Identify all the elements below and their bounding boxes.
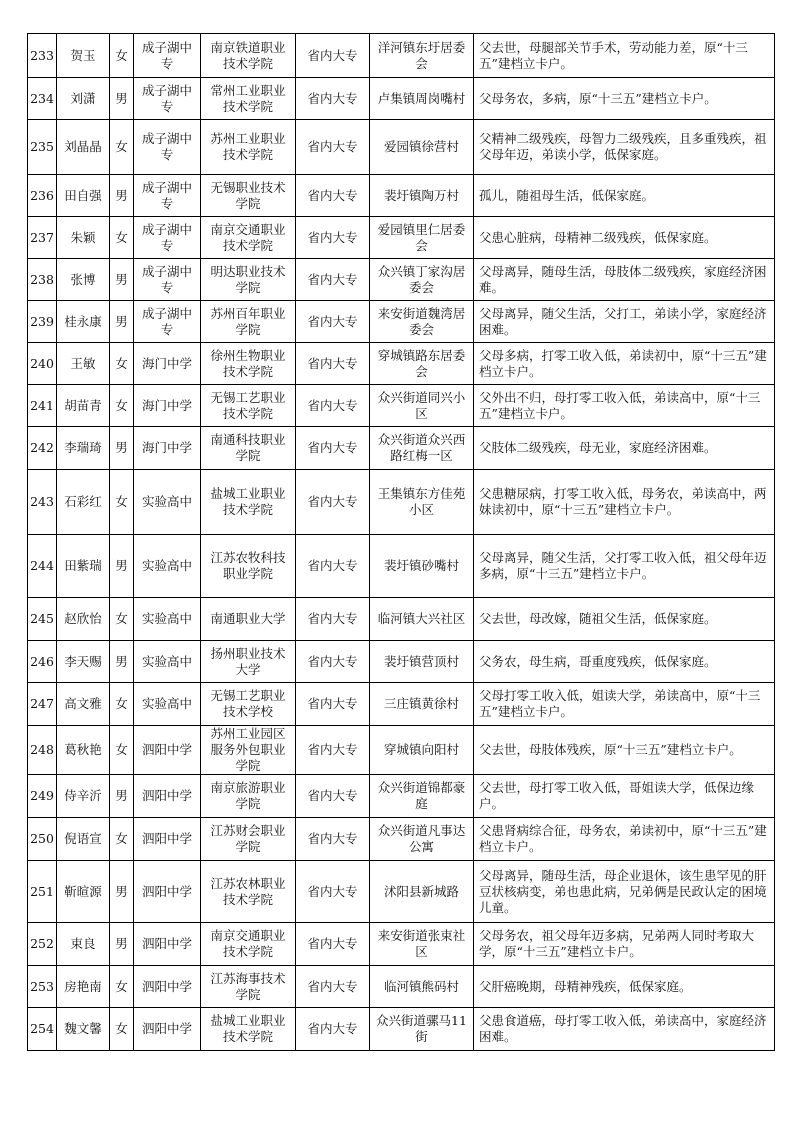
high-school-cell: 成子湖中专 xyxy=(134,301,201,343)
high-school-cell: 泗阳中学 xyxy=(134,1008,201,1051)
student-name-cell: 束良 xyxy=(57,923,110,966)
college-type-cell: 省内大专 xyxy=(296,301,370,343)
student-sex-cell: 女 xyxy=(110,34,134,78)
high-school-cell: 实验高中 xyxy=(134,470,201,535)
student-sex-cell: 女 xyxy=(110,598,134,641)
table-row xyxy=(28,775,775,818)
student-name-cell: 张博 xyxy=(57,259,110,301)
admitted-college-cell: 徐州生物职业技术学院 xyxy=(201,343,296,385)
admitted-college-cell: 盐城工业职业技术学院 xyxy=(201,470,296,535)
admitted-college-cell: 扬州职业技术大学 xyxy=(201,641,296,683)
student-name-cell: 倪语宣 xyxy=(57,818,110,861)
admitted-college-cell: 南京交通职业技术学院 xyxy=(201,217,296,259)
admitted-college-cell: 盐城工业职业技术学院 xyxy=(201,1008,296,1051)
row-number-cell: 253 xyxy=(28,966,57,1008)
table-row xyxy=(28,726,775,775)
college-type-cell: 省内大专 xyxy=(296,535,370,598)
home-address-cell: 爱园镇里仁居委会 xyxy=(370,217,474,259)
student-name-cell: 朱颖 xyxy=(57,217,110,259)
student-name-cell: 李瑞琦 xyxy=(57,427,110,470)
college-type-cell: 省内大专 xyxy=(296,259,370,301)
high-school-cell: 实验高中 xyxy=(134,598,201,641)
table-row xyxy=(28,598,775,641)
admitted-college-cell: 明达职业技术学院 xyxy=(201,259,296,301)
student-name-cell: 赵欣怡 xyxy=(57,598,110,641)
home-address-cell: 三庄镇黄徐村 xyxy=(370,683,474,726)
home-address-cell: 王集镇东方佳苑小区 xyxy=(370,470,474,535)
college-type-cell: 省内大专 xyxy=(296,78,370,120)
table-row xyxy=(28,301,775,343)
row-number-cell: 249 xyxy=(28,775,57,818)
high-school-cell: 泗阳中学 xyxy=(134,818,201,861)
student-sex-cell: 女 xyxy=(110,120,134,175)
home-address-cell: 裴圩镇营顶村 xyxy=(370,641,474,683)
family-situation-cell: 父母务农，祖父母年迈多病，兄弟两人同时考取大学，原“十三五”建档立卡户。 xyxy=(474,923,775,966)
student-sex-cell: 女 xyxy=(110,385,134,427)
admitted-college-cell: 无锡工艺职业技术学院 xyxy=(201,385,296,427)
high-school-cell: 泗阳中学 xyxy=(134,775,201,818)
family-situation-cell: 父母离异，随父生活，父打工，弟读小学，家庭经济困难。 xyxy=(474,301,775,343)
student-sex-cell: 男 xyxy=(110,259,134,301)
table-row xyxy=(28,966,775,1008)
table-row xyxy=(28,641,775,683)
row-number-cell: 240 xyxy=(28,343,57,385)
table-row xyxy=(28,683,775,726)
table-row xyxy=(28,343,775,385)
student-name-cell: 王敏 xyxy=(57,343,110,385)
student-name-cell: 石彩红 xyxy=(57,470,110,535)
family-situation-cell: 父患肾病综合征，母务农，弟读初中，原“十三五”建档立卡户。 xyxy=(474,818,775,861)
admitted-college-cell: 苏州工业职业技术学院 xyxy=(201,120,296,175)
student-name-cell: 田自强 xyxy=(57,175,110,217)
student-sex-cell: 女 xyxy=(110,966,134,1008)
college-type-cell: 省内大专 xyxy=(296,683,370,726)
table-row xyxy=(28,259,775,301)
college-type-cell: 省内大专 xyxy=(296,343,370,385)
home-address-cell: 卢集镇周岗嘴村 xyxy=(370,78,474,120)
student-sex-cell: 女 xyxy=(110,470,134,535)
family-situation-cell: 孤儿，随祖母生活，低保家庭。 xyxy=(474,175,775,217)
admitted-college-cell: 江苏海事技术学院 xyxy=(201,966,296,1008)
family-situation-cell: 父母离异，随母生活，母企业退休，该生患罕见的肝豆状核病变，弟也患此病，兄弟俩是民政认定的困境儿童。 xyxy=(474,861,775,923)
admitted-college-cell: 南京交通职业技术学院 xyxy=(201,923,296,966)
family-situation-cell: 父精神二级残疾，母智力二级残疾，且多重残疾，祖父母年迈，弟读小学，低保家庭。 xyxy=(474,120,775,175)
student-name-cell: 李天赐 xyxy=(57,641,110,683)
admitted-college-cell: 无锡职业技术学院 xyxy=(201,175,296,217)
student-sex-cell: 女 xyxy=(110,343,134,385)
home-address-cell: 临河镇大兴社区 xyxy=(370,598,474,641)
high-school-cell: 成子湖中专 xyxy=(134,34,201,78)
student-sex-cell: 男 xyxy=(110,923,134,966)
high-school-cell: 海门中学 xyxy=(134,385,201,427)
row-number-cell: 252 xyxy=(28,923,57,966)
high-school-cell: 实验高中 xyxy=(134,535,201,598)
row-number-cell: 242 xyxy=(28,427,57,470)
home-address-cell: 穿城镇路东居委会 xyxy=(370,343,474,385)
college-type-cell: 省内大专 xyxy=(296,1008,370,1051)
college-type-cell: 省内大专 xyxy=(296,427,370,470)
family-situation-cell: 父患糖尿病，打零工收入低，母务农，弟读高中，两妹读初中，原“十三五”建档立卡户。 xyxy=(474,470,775,535)
admitted-college-cell: 无锡工艺职业技术学校 xyxy=(201,683,296,726)
student-name-cell: 刘晶晶 xyxy=(57,120,110,175)
family-situation-cell: 父去世，母打零工收入低，哥姐读大学，低保边缘户。 xyxy=(474,775,775,818)
family-situation-cell: 父母务农，多病，原“十三五”建档立卡户。 xyxy=(474,78,775,120)
high-school-cell: 成子湖中专 xyxy=(134,259,201,301)
row-number-cell: 250 xyxy=(28,818,57,861)
family-situation-cell: 父去世，母腿部关节手术，劳动能力差，原“十三五”建档立卡户。 xyxy=(474,34,775,78)
student-name-cell: 靳暄源 xyxy=(57,861,110,923)
student-name-cell: 桂永康 xyxy=(57,301,110,343)
student-name-cell: 高文雅 xyxy=(57,683,110,726)
student-sex-cell: 女 xyxy=(110,1008,134,1051)
home-address-cell: 来安街道魏湾居委会 xyxy=(370,301,474,343)
college-type-cell: 省内大专 xyxy=(296,641,370,683)
family-situation-cell: 父去世，母改嫁，随祖父生活，低保家庭。 xyxy=(474,598,775,641)
student-sex-cell: 男 xyxy=(110,535,134,598)
table-row xyxy=(28,923,775,966)
high-school-cell: 海门中学 xyxy=(134,343,201,385)
college-type-cell: 省内大专 xyxy=(296,385,370,427)
family-situation-cell: 父母打零工收入低，姐读大学，弟读高中，原“十三五”建档立卡户。 xyxy=(474,683,775,726)
student-name-cell: 房艳南 xyxy=(57,966,110,1008)
home-address-cell: 爱园镇徐营村 xyxy=(370,120,474,175)
student-name-cell: 贺玉 xyxy=(57,34,110,78)
high-school-cell: 实验高中 xyxy=(134,641,201,683)
student-sex-cell: 男 xyxy=(110,78,134,120)
table-body xyxy=(28,34,775,1051)
home-address-cell: 沭阳县新城路 xyxy=(370,861,474,923)
table-row xyxy=(28,120,775,175)
home-address-cell: 临河镇熊码村 xyxy=(370,966,474,1008)
family-situation-cell: 父肝癌晚期，母精神残疾，低保家庭。 xyxy=(474,966,775,1008)
student-sex-cell: 男 xyxy=(110,301,134,343)
table-row xyxy=(28,861,775,923)
table-row xyxy=(28,1008,775,1051)
table-row xyxy=(28,78,775,120)
student-sex-cell: 男 xyxy=(110,641,134,683)
student-sex-cell: 男 xyxy=(110,427,134,470)
row-number-cell: 243 xyxy=(28,470,57,535)
admitted-college-cell: 南京铁道职业技术学院 xyxy=(201,34,296,78)
high-school-cell: 泗阳中学 xyxy=(134,923,201,966)
high-school-cell: 成子湖中专 xyxy=(134,175,201,217)
student-sex-cell: 女 xyxy=(110,726,134,775)
student-sex-cell: 男 xyxy=(110,175,134,217)
high-school-cell: 泗阳中学 xyxy=(134,966,201,1008)
row-number-cell: 239 xyxy=(28,301,57,343)
table-row xyxy=(28,175,775,217)
family-situation-cell: 父务农，母生病，哥重度残疾，低保家庭。 xyxy=(474,641,775,683)
admitted-college-cell: 常州工业职业技术学院 xyxy=(201,78,296,120)
student-name-cell: 葛秋艳 xyxy=(57,726,110,775)
table-row xyxy=(28,818,775,861)
college-type-cell: 省内大专 xyxy=(296,120,370,175)
admitted-college-cell: 南通职业大学 xyxy=(201,598,296,641)
student-sex-cell: 男 xyxy=(110,861,134,923)
college-type-cell: 省内大专 xyxy=(296,923,370,966)
student-name-cell: 胡苗青 xyxy=(57,385,110,427)
row-number-cell: 251 xyxy=(28,861,57,923)
student-name-cell: 侍辛沂 xyxy=(57,775,110,818)
row-number-cell: 246 xyxy=(28,641,57,683)
family-situation-cell: 父患食道癌，母打零工收入低，弟读高中，家庭经济困难。 xyxy=(474,1008,775,1051)
row-number-cell: 238 xyxy=(28,259,57,301)
college-type-cell: 省内大专 xyxy=(296,726,370,775)
college-type-cell: 省内大专 xyxy=(296,470,370,535)
row-number-cell: 237 xyxy=(28,217,57,259)
home-address-cell: 来安街道张束社区 xyxy=(370,923,474,966)
student-name-cell: 魏文馨 xyxy=(57,1008,110,1051)
admitted-college-cell: 南通科技职业学院 xyxy=(201,427,296,470)
home-address-cell: 众兴街道骡马11 街 xyxy=(370,1008,474,1051)
family-situation-cell: 父患心脏病，母精神二级残疾，低保家庭。 xyxy=(474,217,775,259)
row-number-cell: 254 xyxy=(28,1008,57,1051)
row-number-cell: 244 xyxy=(28,535,57,598)
student-sex-cell: 女 xyxy=(110,683,134,726)
family-situation-cell: 父去世，母肢体残疾，原“十三五”建档立卡户。 xyxy=(474,726,775,775)
admitted-college-cell: 苏州工业园区服务外包职业学院 xyxy=(201,726,296,775)
admitted-college-cell: 苏州百年职业学院 xyxy=(201,301,296,343)
college-type-cell: 省内大专 xyxy=(296,598,370,641)
home-address-cell: 众兴镇丁家沟居委会 xyxy=(370,259,474,301)
family-situation-cell: 父外出不归，母打零工收入低，弟读高中，原“十三五”建档立卡户。 xyxy=(474,385,775,427)
table-row xyxy=(28,385,775,427)
row-number-cell: 247 xyxy=(28,683,57,726)
admitted-college-cell: 江苏农牧科技职业学院 xyxy=(201,535,296,598)
home-address-cell: 众兴街道众兴西路红梅一区 xyxy=(370,427,474,470)
admitted-college-cell: 江苏财会职业学院 xyxy=(201,818,296,861)
student-sex-cell: 男 xyxy=(110,775,134,818)
family-situation-cell: 父母离异，随母生活，母肢体二级残疾，家庭经济困难。 xyxy=(474,259,775,301)
home-address-cell: 众兴街道锦都豪庭 xyxy=(370,775,474,818)
row-number-cell: 233 xyxy=(28,34,57,78)
student-name-cell: 田紫瑞 xyxy=(57,535,110,598)
home-address-cell: 裴圩镇砂嘴村 xyxy=(370,535,474,598)
table-row xyxy=(28,427,775,470)
home-address-cell: 众兴街道同兴小区 xyxy=(370,385,474,427)
family-situation-cell: 父母多病，打零工收入低，弟读初中，原“十三五”建档立卡户。 xyxy=(474,343,775,385)
home-address-cell: 穿城镇向阳村 xyxy=(370,726,474,775)
family-situation-cell: 父肢体二级残疾，母无业，家庭经济困难。 xyxy=(474,427,775,470)
high-school-cell: 成子湖中专 xyxy=(134,120,201,175)
college-type-cell: 省内大专 xyxy=(296,175,370,217)
home-address-cell: 洋河镇东圩居委会 xyxy=(370,34,474,78)
row-number-cell: 241 xyxy=(28,385,57,427)
high-school-cell: 实验高中 xyxy=(134,683,201,726)
table-row xyxy=(28,535,775,598)
row-number-cell: 235 xyxy=(28,120,57,175)
table-row xyxy=(28,34,775,78)
college-type-cell: 省内大专 xyxy=(296,775,370,818)
row-number-cell: 234 xyxy=(28,78,57,120)
high-school-cell: 泗阳中学 xyxy=(134,726,201,775)
high-school-cell: 泗阳中学 xyxy=(134,861,201,923)
table-row xyxy=(28,217,775,259)
family-situation-cell: 父母离异，随父生活，父打零工收入低，祖父母年迈多病，原“十三五”建档立卡户。 xyxy=(474,535,775,598)
college-type-cell: 省内大专 xyxy=(296,861,370,923)
high-school-cell: 成子湖中专 xyxy=(134,78,201,120)
college-type-cell: 省内大专 xyxy=(296,34,370,78)
home-address-cell: 裴圩镇陶万村 xyxy=(370,175,474,217)
students-table xyxy=(27,33,775,1051)
student-sex-cell: 女 xyxy=(110,818,134,861)
college-type-cell: 省内大专 xyxy=(296,818,370,861)
table-row xyxy=(28,470,775,535)
college-type-cell: 省内大专 xyxy=(296,966,370,1008)
admitted-college-cell: 南京旅游职业学院 xyxy=(201,775,296,818)
student-sex-cell: 女 xyxy=(110,217,134,259)
row-number-cell: 245 xyxy=(28,598,57,641)
high-school-cell: 成子湖中专 xyxy=(134,217,201,259)
row-number-cell: 236 xyxy=(28,175,57,217)
row-number-cell: 248 xyxy=(28,726,57,775)
student-name-cell: 刘潇 xyxy=(57,78,110,120)
high-school-cell: 海门中学 xyxy=(134,427,201,470)
college-type-cell: 省内大专 xyxy=(296,217,370,259)
home-address-cell: 众兴街道凡事达公寓 xyxy=(370,818,474,861)
admitted-college-cell: 江苏农林职业技术学院 xyxy=(201,861,296,923)
